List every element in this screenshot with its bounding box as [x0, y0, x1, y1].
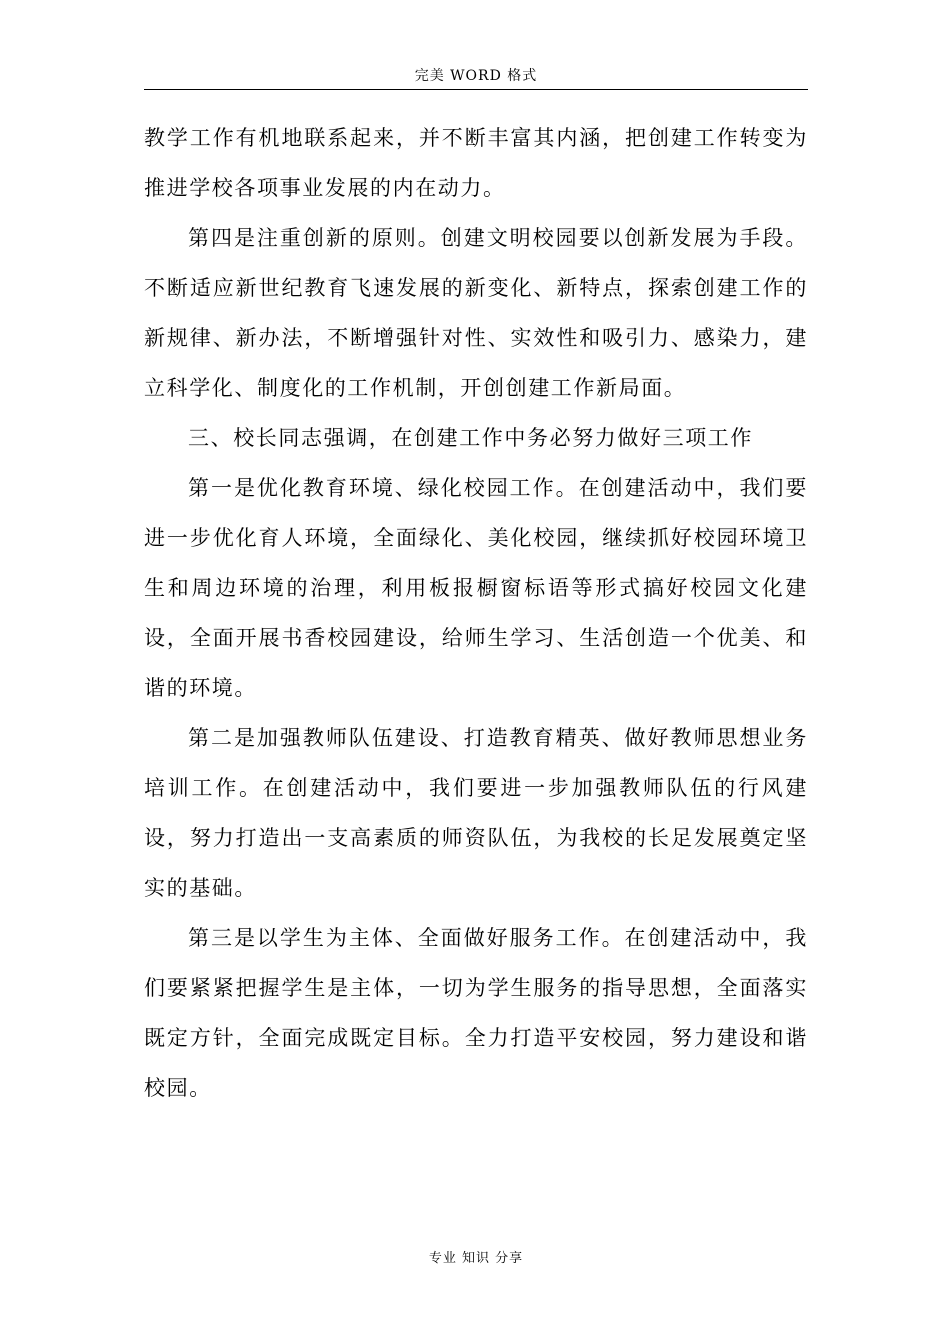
paragraph-continuation: 教学工作有机地联系起来，并不断丰富其内涵，把创建工作转变为推进学校各项事业发展的内在动力。	[144, 126, 808, 200]
paragraph-task-two: 第二是加强教师队伍建设、打造教育精英、做好教师思想业务培训工作。在创建活动中，我们要进一步加强教师队伍的行风建设，努力打造出一支高素质的师资队伍，为我校的长足发展奠定坚实的基础。	[144, 726, 808, 900]
page-header: 完美 WORD 格式	[414, 68, 538, 84]
paragraph-task-one: 第一是优化教育环境、绿化校园工作。在创建活动中，我们要进一步优化育人环境，全面绿化、美化校园，继续抓好校园环境卫生和周边环境的治理，利用板报橱窗标语等形式搞好校园文化建设，全面开展书香校园建设，给师生学习、生活创造一个优美、和谐的环境。	[144, 476, 808, 700]
document-body	[144, 113, 808, 1113]
header-divider	[144, 89, 808, 90]
paragraph-principle-four: 第四是注重创新的原则。创建文明校园要以创新发展为手段。不断适应新世纪教育飞速发展的新变化、新特点，探索创建工作的新规律、新办法，不断增强针对性、实效性和吸引力、感染力，建立科学化、制度化的工作机制，开创创建工作新局面。	[144, 226, 808, 400]
page-footer: 专业 知识 分享	[428, 1251, 524, 1266]
paragraph-task-three: 第三是以学生为主体、全面做好服务工作。在创建活动中，我们要紧紧把握学生是主体，一切为学生服务的指导思想，全面落实既定方针，全面完成既定目标。全力打造平安校园，努力建设和谐校园。	[144, 926, 808, 1100]
section-heading-three: 三、校长同志强调，在创建工作中务必努力做好三项工作	[188, 426, 753, 450]
